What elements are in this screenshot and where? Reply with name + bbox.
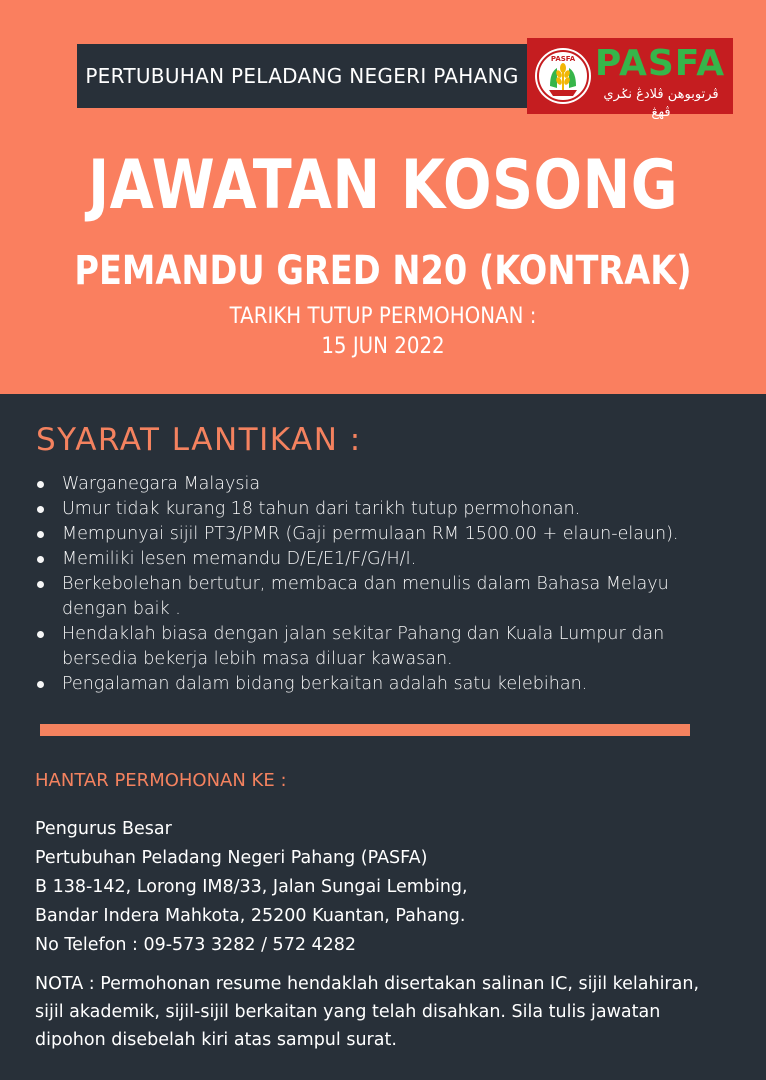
requirement-text: Mempunyai sijil PT3/PMR (Gaji permulaan RM 1500.00 + elaun-elaun). xyxy=(62,524,679,544)
requirement-text: Umur tidak kurang 18 tahun dari tarikh tutup permohonan. xyxy=(62,499,581,519)
list-item xyxy=(30,522,730,547)
requirement-text: Hendaklah biasa dengan jalan sekitar Pahang dan Kuala Lumpur dan bersedia bekerja lebih masa diluar kawasan. xyxy=(62,624,665,669)
emblem-text: PASFA xyxy=(550,55,576,63)
requirements-list xyxy=(30,472,730,697)
bullet-icon xyxy=(37,681,44,688)
requirement-text: Pengalaman dalam bidang berkaitan adalah satu kelebihan. xyxy=(62,674,588,694)
closing-date-label: TARIKH TUTUP PERMOHONAN : xyxy=(229,304,537,329)
list-item xyxy=(30,572,730,622)
phone-line: No Telefon : 09-573 3282 / 572 4282 xyxy=(35,935,357,955)
bullet-icon xyxy=(37,481,44,488)
address-line: B 138-142, Lorong IM8/33, Jalan Sungai Lembing, xyxy=(35,877,468,897)
section-divider xyxy=(40,724,690,736)
requirement-text: Memiliki lesen memandu D/E/E1/F/G/H/I. xyxy=(62,549,417,569)
address-line: Pertubuhan Peladang Negeri Pahang (PASFA) xyxy=(35,848,428,868)
list-item xyxy=(30,472,730,497)
bullet-icon xyxy=(37,506,44,513)
pasfa-emblem-icon xyxy=(533,44,593,108)
bullet-icon xyxy=(37,631,44,638)
requirement-text: Berkebolehan bertutur, membaca dan menulis dalam Bahasa Melayu dengan baik . xyxy=(62,574,669,619)
position-title: PEMANDU GRED N20 (KONTRAK) xyxy=(74,248,692,294)
bullet-icon xyxy=(37,531,44,538)
closing-date: 15 JUN 2022 xyxy=(321,334,445,359)
headline: JAWATAN KOSONG xyxy=(87,146,679,225)
logo-wordmark: PASFA xyxy=(594,43,726,84)
application-title: HANTAR PERMOHONAN KE : xyxy=(35,770,287,791)
organization-name: PERTUBUHAN PELADANG NEGERI PAHANG xyxy=(85,64,519,88)
bullet-icon xyxy=(37,581,44,588)
address-line: Pengurus Besar xyxy=(35,819,172,839)
bullet-icon xyxy=(37,556,44,563)
list-item xyxy=(30,547,730,572)
list-item xyxy=(30,672,730,697)
application-note: NOTA : Permohonan resume hendaklah disertakan salinan IC, sijil kelahiran, sijil akademik, sijil-sijil berkaitan yang telah disahkan. Sila tulis jawatan dipohon disebelah kiri atas sampul surat. xyxy=(35,974,700,1050)
requirement-text: Warganegara Malaysia xyxy=(62,474,261,494)
mailing-address xyxy=(35,815,735,960)
address-line: Bandar Indera Mahkota, 25200 Kuantan, Pahang. xyxy=(35,906,466,926)
organization-banner xyxy=(77,44,527,108)
requirements-title: SYARAT LANTIKAN : xyxy=(36,422,362,458)
list-item xyxy=(30,497,730,522)
list-item xyxy=(30,622,730,672)
pasfa-logo xyxy=(527,38,733,120)
logo-jawi-text: ڤرتوبوهن ڤلادڠ نݢري ڤهڠ xyxy=(603,87,719,120)
